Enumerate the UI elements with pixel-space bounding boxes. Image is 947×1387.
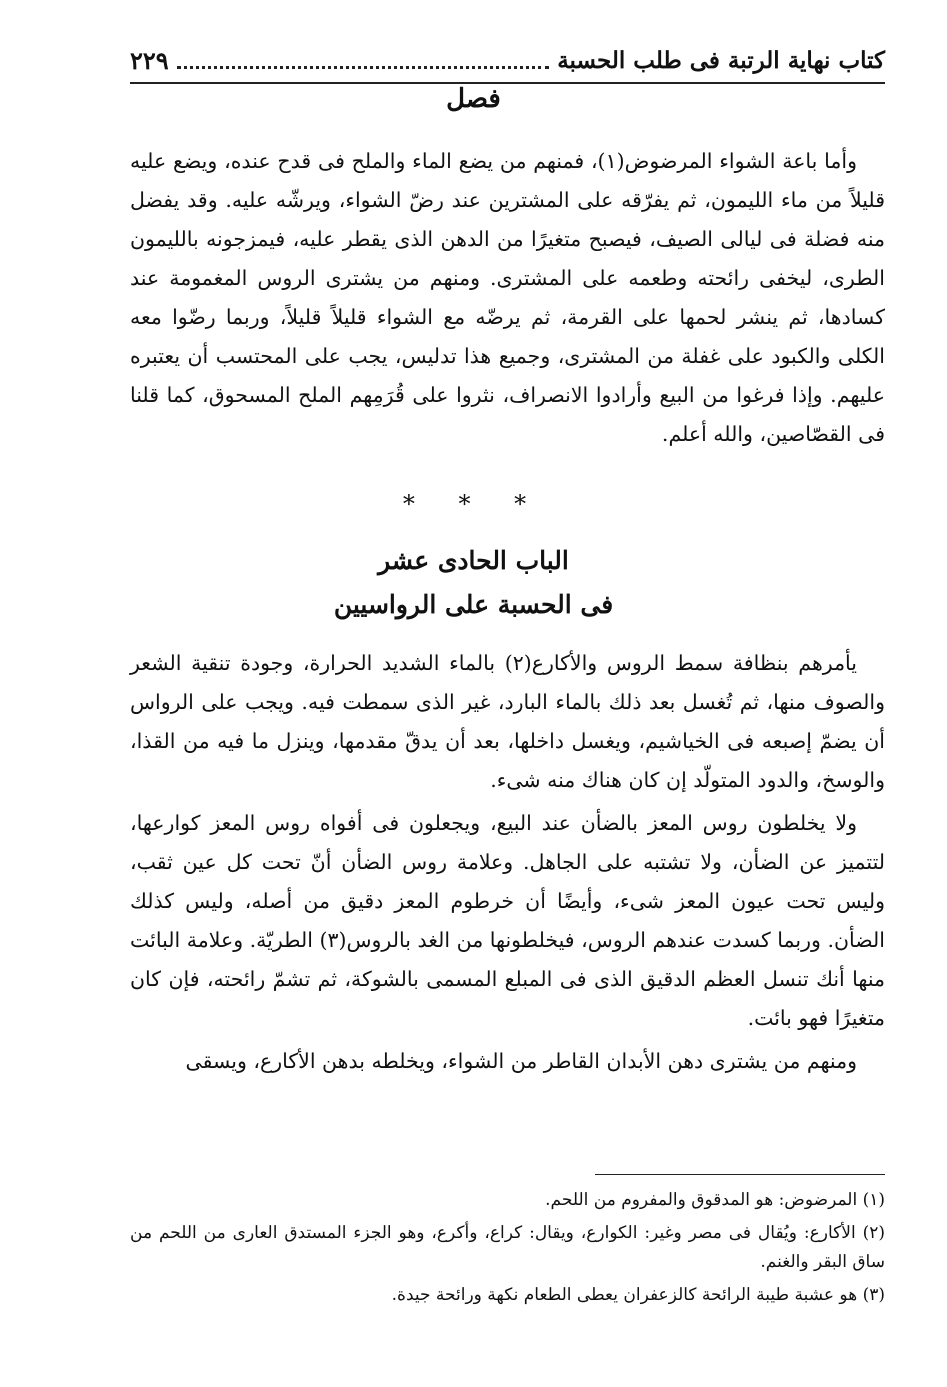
header-dot-leader	[177, 52, 550, 69]
section-title: فصل	[446, 84, 501, 114]
running-header	[130, 38, 885, 84]
page-number: ٢٢٩	[130, 45, 169, 75]
section-body	[130, 142, 885, 458]
paragraph: ولا يخلطون روس المعز بالضأن عند البيع، ويجعلون فى أفواه روس المعز كوارعها، لتتميز عن الضأن، ولا تشتبه على الجاهل. وعلامة روس الضأن أنّ تحت كل عين ثقب، وليس تحت عيون المعز شىء، وأيضًا أن خرطوم المعز دقيق من أصله، وليس كذلك الضأن. وربما كسدت عندهم الروس، فيخلطونها من الغد بالروس(٣) الطريّة. وعلامة البائت منها أنك تنسل العظم الدقيق الذى فى المبلع المسمى بالشوكة، ثم تشمّ رائحته، فإن كان متغيرًا فهو بائت.	[130, 811, 885, 1030]
book-title: كتاب نهاية الرتبة فى طلب الحسبة	[557, 46, 885, 74]
footnote-divider	[595, 1174, 885, 1175]
chapter-subheading: فى الحسبة على الرواسيين	[333, 590, 614, 619]
paragraph: ومنهم من يشترى دهن الأبدان القاطر من الشواء، ويخلطه بدهن الأكارع، ويسقى	[185, 1049, 857, 1073]
chapter-body	[130, 644, 885, 1085]
footnotes	[130, 1186, 885, 1314]
paragraph: يأمرهم بنظافة سمط الروس والأكارع(٢) بالماء الشديد الحرارة، وجودة تنقية الشعر والصوف منها، ثم تُغسل بعد ذلك بالماء البارد، غير الذى سمطت فيه. ويجب على الرواس أن يضمّ إصبعه فى الخياشيم، ويغسل داخلها، بعد أن يدقّ مقدمها، وينزل ما فيه من القذا، والوسخ، والدود المتولّد إن كان هناك منه شىء.	[130, 651, 885, 792]
section-separator: * * *	[402, 490, 545, 518]
footnote: (٢) الأكارع: ويُقال فى مصر وغير: الكوارع، ويقال: كراع، وأكرع، وهو الجزء المستدق العارى من اللحم من ساق البقر والغنم.	[130, 1223, 885, 1272]
chapter-heading: الباب الحادى عشر	[378, 546, 569, 575]
footnote: (٣) هو عشبة طيبة الرائحة كالزعفران يعطى الطعام نكهة ورائحة جيدة.	[391, 1285, 885, 1305]
paragraph: وأما باعة الشواء المرضوض(١)، فمنهم من يضع الماء والملح فى قدح عنده، ويضع عليه قليلاً من ماء الليمون، ثم يفرّقه على المشترين عند رضّ الشواء، ويرشّه عليه. وقد يفضل منه فضلة فى ليالى الصيف، فيصبح متغيرًا من الدهن الذى يقطر عليه، فيمزجونه بالليمون الطرى، ليخفى رائحته وطعمه على المشترى. ومنهم من يشترى الروس المغمومة عند كسادها، ثم ينشر لحمها على القرمة، ثم يرضّه مع الشواء قليلاً قليلاً، وربما رضّوا معه الكلى والكبود على غفلة من المشترى، وجميع هذا تدليس، يجب على المحتسب أن يعتبره عليهم. وإذا فرغوا من البيع وأرادوا الانصراف، نثروا على قُرَمِهم الملح المسحوق، كما قلنا فى القصّاصين، والله أعلم.	[130, 149, 885, 446]
footnote: (١) المرضوض: هو المدقوق والمفروم من اللحم.	[545, 1190, 885, 1210]
